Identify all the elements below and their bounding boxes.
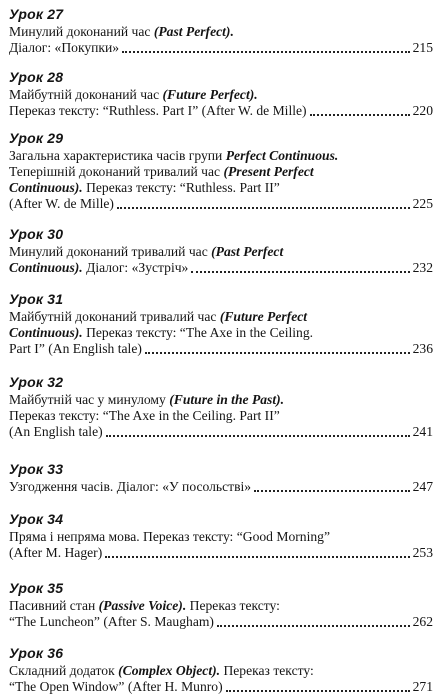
- dot-leader: [217, 625, 410, 627]
- page-number: 247: [412, 479, 433, 494]
- entry-line: [9, 424, 433, 440]
- entry-line: [9, 663, 433, 679]
- entry-text: [9, 103, 307, 119]
- entry-text: [9, 598, 280, 613]
- text-segment: Складний додаток: [9, 663, 119, 678]
- grammar-term: (Future Perfect: [219, 309, 308, 324]
- entry-line: [9, 309, 433, 325]
- lesson-title: Урок 32: [9, 374, 64, 390]
- entry-text: [9, 40, 119, 56]
- entry-text: [9, 408, 280, 423]
- entry-line: [9, 260, 433, 276]
- grammar-term: (Passive Voice).: [98, 598, 187, 613]
- text-segment: Майбутній час у минулому: [9, 392, 170, 407]
- lesson-entry: [9, 374, 433, 440]
- entry-text: [9, 679, 223, 695]
- grammar-term: (Past Perfect: [211, 244, 284, 259]
- lesson-entry: [9, 69, 433, 119]
- entry-text: [9, 244, 283, 259]
- entry-text: [9, 164, 314, 179]
- grammar-term: (Future in the Past).: [169, 392, 285, 407]
- grammar-term: Continuous).: [9, 325, 83, 340]
- page-number: 253: [412, 545, 433, 560]
- dot-leader: [191, 271, 409, 273]
- lesson-entry: [9, 645, 433, 695]
- entry-line: [9, 24, 433, 40]
- page-number: 241: [412, 424, 433, 439]
- entry-line: [9, 341, 433, 357]
- dot-leader: [122, 51, 410, 53]
- entry-text: [9, 479, 251, 495]
- lesson-title: Урок 33: [9, 461, 64, 477]
- grammar-term: Continuous).: [9, 180, 83, 195]
- dot-leader: [117, 207, 410, 209]
- lesson-title: Урок 28: [9, 69, 64, 85]
- entry-text: [9, 309, 307, 324]
- entry-text: [9, 424, 103, 440]
- grammar-term: (Past Perfect).: [153, 24, 234, 39]
- text-segment: Переказ тексту:: [220, 663, 314, 678]
- grammar-term: (Future Perfect).: [162, 87, 258, 102]
- entry-line: [9, 148, 433, 164]
- entry-line: [9, 87, 433, 103]
- grammar-term: (Present Perfect: [223, 164, 314, 179]
- entry-text: [9, 392, 284, 407]
- text-segment: Майбутній доконаний тривалий час: [9, 309, 220, 324]
- lesson-title: Урок 35: [9, 580, 64, 596]
- text-segment: (After M. Hager): [9, 545, 103, 560]
- text-segment: (After W. de Mille): [9, 196, 114, 211]
- entry-text: [9, 24, 234, 39]
- dot-leader: [105, 556, 409, 558]
- lesson-title: Урок 27: [9, 6, 64, 22]
- entry-text: [9, 545, 102, 561]
- dot-leader: [145, 352, 410, 354]
- text-segment: Переказ тексту: “The Axe in the Ceiling. Part II”: [9, 408, 280, 423]
- text-segment: Діалог: «Зустріч»: [82, 260, 189, 275]
- grammar-term: Perfect Continuous.: [225, 148, 339, 163]
- entry-line: [9, 479, 433, 495]
- text-segment: “The Luncheon” (After S. Maugham): [9, 614, 214, 629]
- text-segment: Переказ тексту: “Ruthless. Part I” (After W. de Mille): [9, 103, 307, 118]
- entry-line: [9, 164, 433, 180]
- page-number: 225: [412, 196, 433, 211]
- dot-leader: [254, 490, 410, 492]
- text-segment: Теперішній доконаний тривалий час: [9, 164, 224, 179]
- text-segment: Переказ тексту: “The Axe in the Ceiling.: [82, 325, 314, 340]
- lesson-entry: [9, 226, 433, 276]
- lesson-entry: [9, 511, 433, 561]
- text-segment: Минулий доконаний час: [9, 24, 154, 39]
- text-segment: Part I” (An English tale): [9, 341, 142, 356]
- entry-text: [9, 196, 114, 212]
- page-number: 215: [412, 40, 433, 55]
- entry-line: [9, 408, 433, 424]
- grammar-term: (Complex Object).: [118, 663, 221, 678]
- entry-line: [9, 679, 433, 695]
- lesson-entry: [9, 291, 433, 357]
- entry-line: [9, 598, 433, 614]
- entry-text: [9, 180, 280, 195]
- entry-text: [9, 148, 338, 163]
- text-segment: Пряма і непряма мова. Переказ тексту: “Good Morning”: [9, 529, 330, 544]
- lesson-entry: [9, 461, 433, 495]
- entry-text: [9, 663, 314, 678]
- entry-line: [9, 40, 433, 56]
- entry-line: [9, 614, 433, 630]
- lesson-entry: [9, 6, 433, 56]
- page-number: 232: [412, 260, 433, 275]
- lesson-entry: [9, 580, 433, 630]
- text-segment: “The Open Window” (After H. Munro): [9, 679, 223, 694]
- entry-line: [9, 545, 433, 561]
- lesson-title: Урок 34: [9, 511, 64, 527]
- entry-text: [9, 341, 142, 357]
- text-segment: Загальна характеристика часів групи: [9, 148, 226, 163]
- grammar-term: Continuous).: [9, 260, 83, 275]
- lesson-title: Урок 30: [9, 226, 64, 242]
- text-segment: Минулий доконаний тривалий час: [9, 244, 212, 259]
- text-segment: Майбутній доконаний час: [9, 87, 163, 102]
- lesson-title: Урок 36: [9, 645, 64, 661]
- text-segment: Узгодження часів. Діалог: «У посольстві»: [9, 479, 252, 494]
- entry-line: [9, 392, 433, 408]
- entry-line: [9, 244, 433, 260]
- text-segment: Діалог: «Покупки»: [9, 40, 120, 55]
- page-number: 236: [412, 341, 433, 356]
- entry-text: [9, 87, 258, 102]
- text-segment: (An English tale): [9, 424, 103, 439]
- page-number: 271: [412, 679, 433, 694]
- dot-leader: [226, 690, 410, 692]
- entry-line: [9, 180, 433, 196]
- entry-text: [9, 260, 188, 276]
- dot-leader: [310, 114, 410, 116]
- page-number: 262: [412, 614, 433, 629]
- lesson-title: Урок 31: [9, 291, 64, 307]
- entry-text: [9, 325, 313, 340]
- entry-text: [9, 614, 214, 630]
- entry-line: [9, 103, 433, 119]
- text-segment: Переказ тексту:: [186, 598, 280, 613]
- dot-leader: [106, 435, 410, 437]
- lesson-entry: [9, 130, 433, 212]
- entry-line: [9, 196, 433, 212]
- lesson-title: Урок 29: [9, 130, 64, 146]
- entry-line: [9, 529, 433, 545]
- entry-line: [9, 325, 433, 341]
- text-segment: Пасивний стан: [9, 598, 99, 613]
- text-segment: Переказ тексту: “Ruthless. Part II”: [82, 180, 280, 195]
- page-number: 220: [412, 103, 433, 118]
- entry-text: [9, 529, 330, 544]
